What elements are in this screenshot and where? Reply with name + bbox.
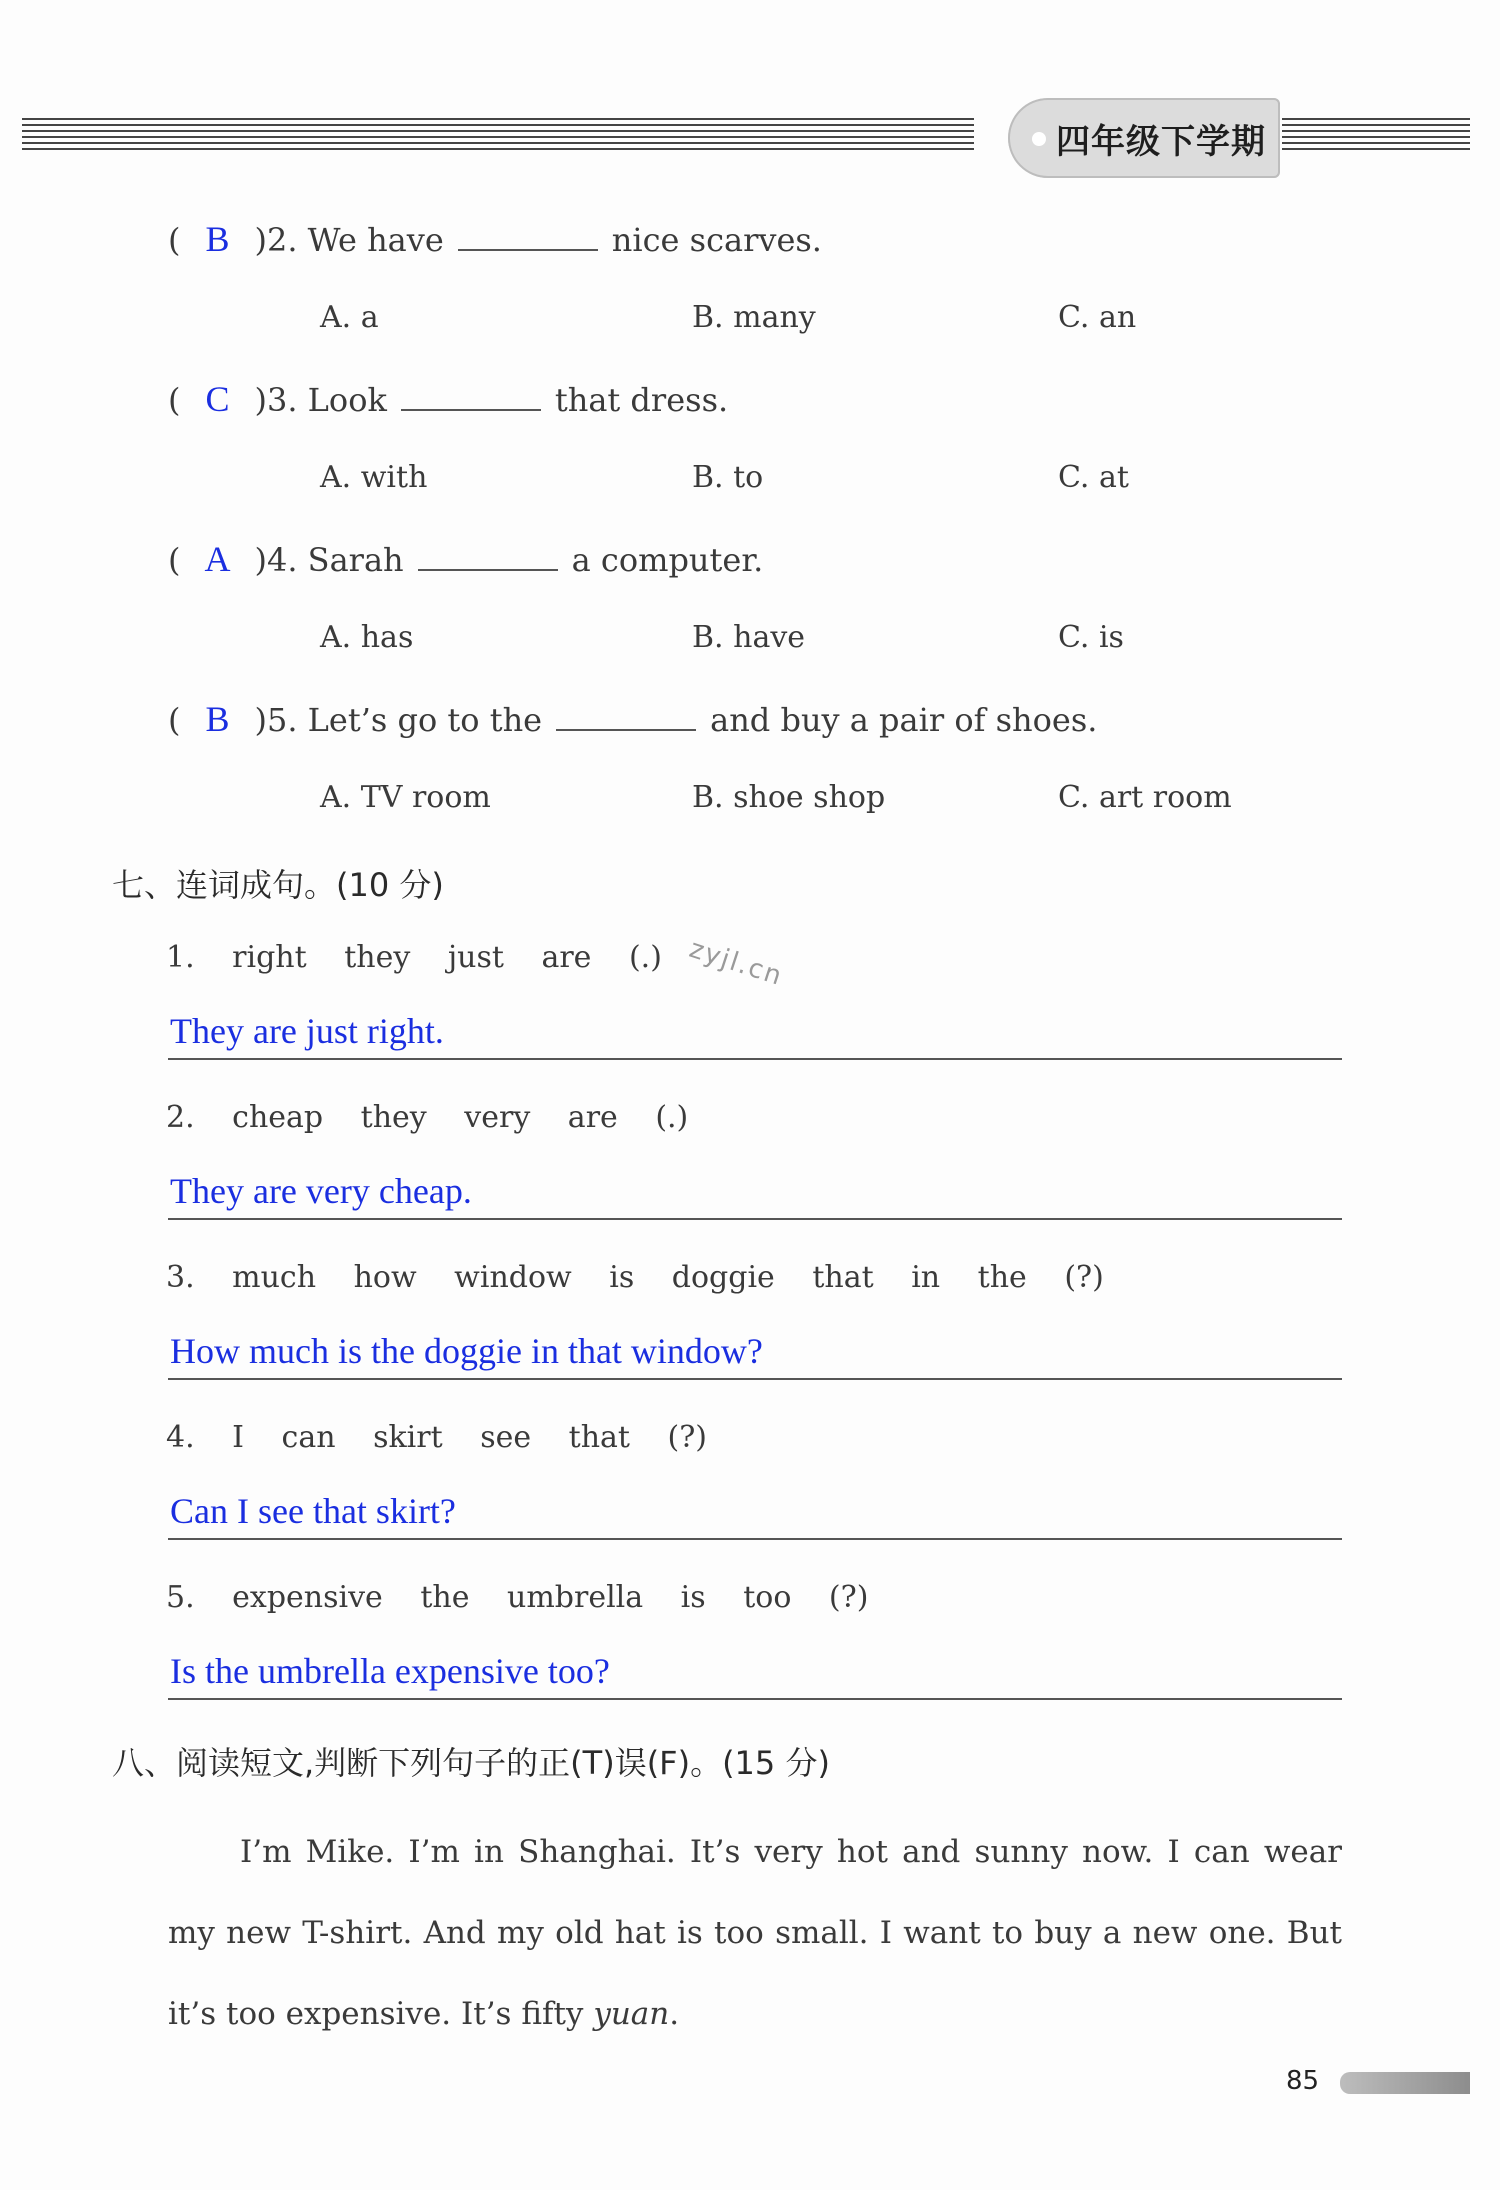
answer-line (168, 1058, 1342, 1060)
word-prompt: 5. expensive the umbrella is too (?) (166, 1580, 869, 1615)
mcq-option: B. have (692, 620, 806, 655)
mcq-answer: A (204, 539, 231, 579)
mcq-answer: B (205, 699, 230, 739)
mcq-answer: B (205, 219, 230, 259)
mcq-option: A. TV room (320, 780, 491, 815)
answer-blank (556, 701, 696, 731)
mcq-option: B. shoe shop (692, 780, 886, 815)
mcq-option: C. an (1058, 300, 1137, 335)
answer-sentence: How much is the doggie in that window? (170, 1331, 763, 1371)
mcq-question: ( C )3. Look that dress. (168, 379, 729, 419)
page-number: 85 (1286, 2066, 1320, 2096)
mcq-answer: C (205, 379, 230, 419)
answer-line (168, 1378, 1342, 1380)
word-prompt: 2. cheap they very are (.) (166, 1100, 689, 1135)
page-header (0, 0, 1500, 200)
mcq-option: C. is (1058, 620, 1124, 655)
word-prompt: 1. right they just are (.) (166, 940, 662, 975)
answer-sentence: Can I see that skirt? (170, 1491, 456, 1531)
grade-label: 四年级下学期 (1056, 122, 1266, 162)
answer-line (168, 1218, 1342, 1220)
bullet-dot-icon (1032, 132, 1046, 146)
footer-bar (1340, 2072, 1470, 2094)
mcq-option: A. has (320, 620, 414, 655)
mcq-option: C. art room (1058, 780, 1232, 815)
answer-line (168, 1538, 1342, 1540)
answer-sentence: Is the umbrella expensive too? (170, 1651, 610, 1691)
word-prompt: 4. I can skirt see that (?) (166, 1420, 707, 1455)
answer-sentence: They are very cheap. (170, 1171, 472, 1211)
mcq-option: B. to (692, 460, 764, 495)
answer-blank (418, 541, 558, 571)
reading-passage: I’m Mike. I’m in Shanghai. It’s very hot and sunny now. I can wear my new T-shirt. And my old hat is too small. I want to buy a new one. But it’s too expensive. It’s fifty yuan. (168, 1834, 1342, 2032)
answer-sentence: They are just right. (170, 1011, 444, 1051)
section-heading: 八、阅读短文,判断下列句子的正(T)误(F)。(15 分) (112, 1744, 830, 1782)
mcq-option: B. many (692, 300, 816, 335)
header-rule-left (22, 118, 974, 168)
mcq-option: A. a (320, 300, 379, 335)
mcq-option: A. with (320, 460, 428, 495)
section-heading: 七、连词成句。(10 分) (112, 866, 444, 904)
mcq-question: ( B )5. Let’s go to the and buy a pair of shoes. (168, 699, 1098, 739)
answer-line (168, 1698, 1342, 1700)
watermark: zyjl.cn (685, 933, 787, 993)
mcq-option: C. at (1058, 460, 1129, 495)
mcq-question: ( B )2. We have nice scarves. (168, 219, 822, 259)
word-prompt: 3. much how window is doggie that in the (?) (166, 1260, 1104, 1295)
answer-blank (401, 381, 541, 411)
grade-tab (1008, 98, 1280, 178)
mcq-question: ( A )4. Sarah a computer. (168, 539, 764, 579)
header-rule-right (1282, 118, 1470, 168)
answer-blank (458, 221, 598, 251)
